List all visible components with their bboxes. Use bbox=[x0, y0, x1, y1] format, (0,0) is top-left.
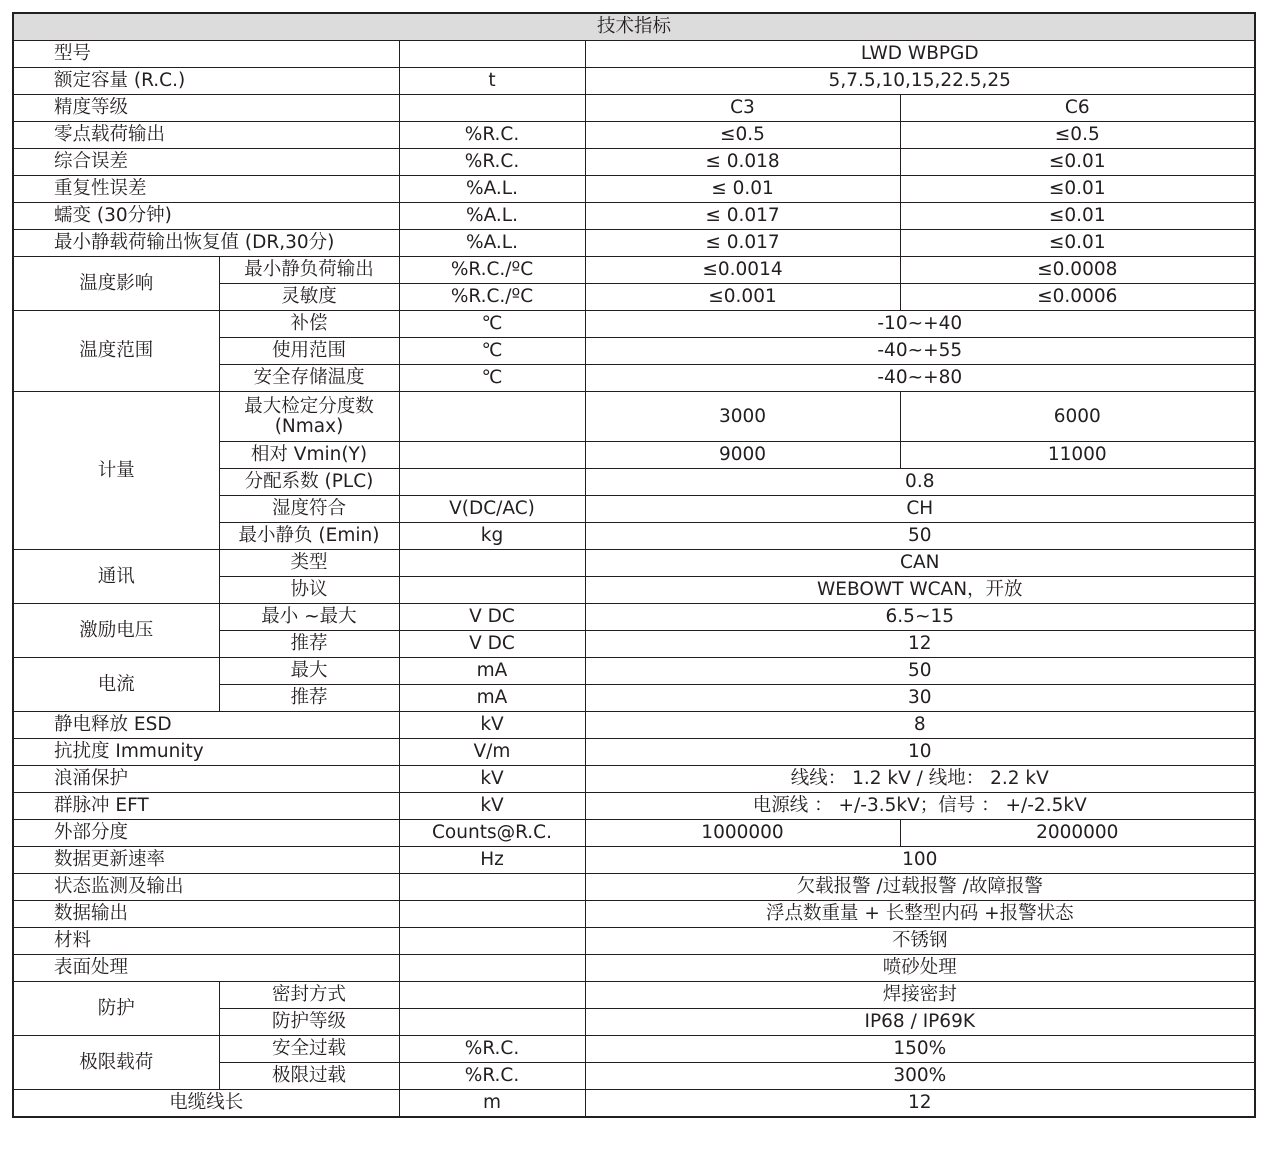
table-row bbox=[13, 928, 1255, 955]
c6-cell: ≤0.01 bbox=[900, 176, 1255, 203]
unit-cell bbox=[399, 1009, 585, 1036]
sub-param-label: 湿度符合 bbox=[219, 496, 399, 523]
param-label: 蠕变 (30分钟) bbox=[13, 203, 399, 230]
unit-cell: ℃ bbox=[399, 365, 585, 392]
table-row bbox=[13, 230, 1255, 257]
sub-param-label: 防护等级 bbox=[219, 1009, 399, 1036]
unit-cell: V/m bbox=[399, 739, 585, 766]
group-label: 计量 bbox=[13, 392, 219, 550]
c3-cell: ≤ 0.01 bbox=[585, 176, 900, 203]
c3-cell: 1000000 bbox=[585, 820, 900, 847]
table-row bbox=[13, 68, 1255, 95]
unit-cell: kV bbox=[399, 793, 585, 820]
group-label: 极限载荷 bbox=[13, 1036, 219, 1090]
c6-cell: 2000000 bbox=[900, 820, 1255, 847]
value-cell: 线线： 1.2 kV / 线地： 2.2 kV bbox=[585, 766, 1255, 793]
c3-cell: 9000 bbox=[585, 442, 900, 469]
value-cell: WEBOWT WCAN，开放 bbox=[585, 577, 1255, 604]
unit-cell: %A.L. bbox=[399, 230, 585, 257]
unit-cell bbox=[399, 874, 585, 901]
sub-param-label: 类型 bbox=[219, 550, 399, 577]
param-label: 数据输出 bbox=[13, 901, 399, 928]
unit-cell: V(DC/AC) bbox=[399, 496, 585, 523]
table-row bbox=[13, 793, 1255, 820]
param-label: 型号 bbox=[13, 41, 399, 68]
param-label: 精度等级 bbox=[13, 95, 399, 122]
sub-param-label: 极限过载 bbox=[219, 1063, 399, 1090]
value-cell: LWD WBPGD bbox=[585, 41, 1255, 68]
unit-cell: ℃ bbox=[399, 311, 585, 338]
table-row bbox=[13, 901, 1255, 928]
unit-cell: %A.L. bbox=[399, 176, 585, 203]
unit-cell: %R.C. bbox=[399, 1063, 585, 1090]
param-label: 电缆线长 bbox=[13, 1090, 399, 1118]
sub-param-label: 密封方式 bbox=[219, 982, 399, 1009]
table-row bbox=[13, 41, 1255, 68]
unit-cell: m bbox=[399, 1090, 585, 1118]
table-row bbox=[13, 122, 1255, 149]
c3-cell: ≤ 0.017 bbox=[585, 203, 900, 230]
param-label: 零点载荷输出 bbox=[13, 122, 399, 149]
value-cell: -40~+80 bbox=[585, 365, 1255, 392]
table-row bbox=[13, 604, 1255, 631]
group-label: 通讯 bbox=[13, 550, 219, 604]
sub-param-label: 协议 bbox=[219, 577, 399, 604]
param-label: 最小静载荷输出恢复值 (DR,30分) bbox=[13, 230, 399, 257]
unit-cell: V DC bbox=[399, 604, 585, 631]
param-label: 材料 bbox=[13, 928, 399, 955]
c6-cell: ≤0.01 bbox=[900, 230, 1255, 257]
c6-cell: ≤0.5 bbox=[900, 122, 1255, 149]
value-cell: -40~+55 bbox=[585, 338, 1255, 365]
group-label: 防护 bbox=[13, 982, 219, 1036]
sub-param-label: 推荐 bbox=[219, 631, 399, 658]
value-cell: CAN bbox=[585, 550, 1255, 577]
value-cell: 100 bbox=[585, 847, 1255, 874]
value-cell: 焊接密封 bbox=[585, 982, 1255, 1009]
sub-param-label: 推荐 bbox=[219, 685, 399, 712]
param-label: 群脉冲 EFT bbox=[13, 793, 399, 820]
c3-cell: ≤ 0.017 bbox=[585, 230, 900, 257]
group-label: 激励电压 bbox=[13, 604, 219, 658]
unit-cell: Counts@R.C. bbox=[399, 820, 585, 847]
c6-cell: ≤0.01 bbox=[900, 149, 1255, 176]
sub-param-label: 补偿 bbox=[219, 311, 399, 338]
sub-param-label: 使用范围 bbox=[219, 338, 399, 365]
value-cell: IP68 / IP69K bbox=[585, 1009, 1255, 1036]
value-cell: 50 bbox=[585, 523, 1255, 550]
param-label: 数据更新速率 bbox=[13, 847, 399, 874]
table-row bbox=[13, 550, 1255, 577]
spec-table bbox=[12, 12, 1256, 1118]
sub-param-label: 安全存储温度 bbox=[219, 365, 399, 392]
value-cell: -10~+40 bbox=[585, 311, 1255, 338]
c3-cell: C3 bbox=[585, 95, 900, 122]
c6-cell: 11000 bbox=[900, 442, 1255, 469]
table-row bbox=[13, 392, 1255, 442]
unit-cell bbox=[399, 442, 585, 469]
unit-cell: kV bbox=[399, 712, 585, 739]
c3-cell: ≤0.0014 bbox=[585, 257, 900, 284]
table-row bbox=[13, 1036, 1255, 1063]
unit-cell: %R.C. bbox=[399, 1036, 585, 1063]
unit-cell: %R.C./ºC bbox=[399, 284, 585, 311]
param-label: 抗扰度 Immunity bbox=[13, 739, 399, 766]
c3-cell: ≤ 0.018 bbox=[585, 149, 900, 176]
unit-cell bbox=[399, 41, 585, 68]
sub-param-label: 最大检定分度数 (Nmax) bbox=[219, 392, 399, 442]
c6-cell: ≤0.0008 bbox=[900, 257, 1255, 284]
unit-cell bbox=[399, 928, 585, 955]
unit-cell: %R.C. bbox=[399, 122, 585, 149]
param-label: 静电释放 ESD bbox=[13, 712, 399, 739]
value-cell: 50 bbox=[585, 658, 1255, 685]
value-cell: 电源线 ： +/-3.5kV；信号 ： +/-2.5kV bbox=[585, 793, 1255, 820]
param-label: 浪涌保护 bbox=[13, 766, 399, 793]
table-row bbox=[13, 739, 1255, 766]
table-row bbox=[13, 766, 1255, 793]
sub-param-label: 分配系数 (PLC) bbox=[219, 469, 399, 496]
unit-cell bbox=[399, 577, 585, 604]
value-cell: 8 bbox=[585, 712, 1255, 739]
unit-cell: %A.L. bbox=[399, 203, 585, 230]
value-cell: 不锈钢 bbox=[585, 928, 1255, 955]
unit-cell: kV bbox=[399, 766, 585, 793]
table-row bbox=[13, 847, 1255, 874]
table-title: 技术指标 bbox=[13, 13, 1255, 41]
param-label: 综合误差 bbox=[13, 149, 399, 176]
unit-cell: %R.C. bbox=[399, 149, 585, 176]
unit-cell: mA bbox=[399, 658, 585, 685]
table-row bbox=[13, 149, 1255, 176]
param-label: 重复性误差 bbox=[13, 176, 399, 203]
unit-cell bbox=[399, 955, 585, 982]
table-row bbox=[13, 874, 1255, 901]
unit-cell: V DC bbox=[399, 631, 585, 658]
value-cell: 10 bbox=[585, 739, 1255, 766]
table-row bbox=[13, 203, 1255, 230]
param-label: 状态监测及输出 bbox=[13, 874, 399, 901]
value-cell: 5,7.5,10,15,22.5,25 bbox=[585, 68, 1255, 95]
sub-param-label: 最小静负 (Emin) bbox=[219, 523, 399, 550]
unit-cell bbox=[399, 469, 585, 496]
table-row bbox=[13, 982, 1255, 1009]
table-row bbox=[13, 712, 1255, 739]
value-cell: 150% bbox=[585, 1036, 1255, 1063]
c6-cell: C6 bbox=[900, 95, 1255, 122]
table-row bbox=[13, 955, 1255, 982]
param-label: 表面处理 bbox=[13, 955, 399, 982]
value-cell: 6.5~15 bbox=[585, 604, 1255, 631]
unit-cell: kg bbox=[399, 523, 585, 550]
value-cell: 欠载报警 /过载报警 /故障报警 bbox=[585, 874, 1255, 901]
sub-param-label: 相对 Vmin(Y) bbox=[219, 442, 399, 469]
value-cell: CH bbox=[585, 496, 1255, 523]
c6-cell: 6000 bbox=[900, 392, 1255, 442]
table-row bbox=[13, 658, 1255, 685]
c3-cell: ≤0.5 bbox=[585, 122, 900, 149]
c6-cell: ≤0.0006 bbox=[900, 284, 1255, 311]
value-cell: 浮点数重量 + 长整型内码 +报警状态 bbox=[585, 901, 1255, 928]
group-label: 温度影响 bbox=[13, 257, 219, 311]
unit-cell: Hz bbox=[399, 847, 585, 874]
sub-param-label: 最小静负荷输出 bbox=[219, 257, 399, 284]
table-title-row bbox=[13, 13, 1255, 41]
unit-cell bbox=[399, 392, 585, 442]
unit-cell: %R.C./ºC bbox=[399, 257, 585, 284]
group-label: 电流 bbox=[13, 658, 219, 712]
c6-cell: ≤0.01 bbox=[900, 203, 1255, 230]
sub-param-label: 最小 ~最大 bbox=[219, 604, 399, 631]
table-row bbox=[13, 311, 1255, 338]
value-cell: 0.8 bbox=[585, 469, 1255, 496]
table-row bbox=[13, 1090, 1255, 1118]
sub-param-label: 安全过载 bbox=[219, 1036, 399, 1063]
value-cell: 12 bbox=[585, 1090, 1255, 1118]
unit-cell: mA bbox=[399, 685, 585, 712]
c3-cell: 3000 bbox=[585, 392, 900, 442]
unit-cell bbox=[399, 95, 585, 122]
sub-param-label: 最大 bbox=[219, 658, 399, 685]
value-cell: 300% bbox=[585, 1063, 1255, 1090]
table-row bbox=[13, 257, 1255, 284]
unit-cell bbox=[399, 901, 585, 928]
value-cell: 喷砂处理 bbox=[585, 955, 1255, 982]
group-label: 温度范围 bbox=[13, 311, 219, 392]
unit-cell: ℃ bbox=[399, 338, 585, 365]
value-cell: 30 bbox=[585, 685, 1255, 712]
sub-param-label: 灵敏度 bbox=[219, 284, 399, 311]
table-row bbox=[13, 176, 1255, 203]
unit-cell bbox=[399, 982, 585, 1009]
value-cell: 12 bbox=[585, 631, 1255, 658]
unit-cell: t bbox=[399, 68, 585, 95]
table-row bbox=[13, 95, 1255, 122]
c3-cell: ≤0.001 bbox=[585, 284, 900, 311]
param-label: 外部分度 bbox=[13, 820, 399, 847]
param-label: 额定容量 (R.C.) bbox=[13, 68, 399, 95]
table-row bbox=[13, 820, 1255, 847]
unit-cell bbox=[399, 550, 585, 577]
